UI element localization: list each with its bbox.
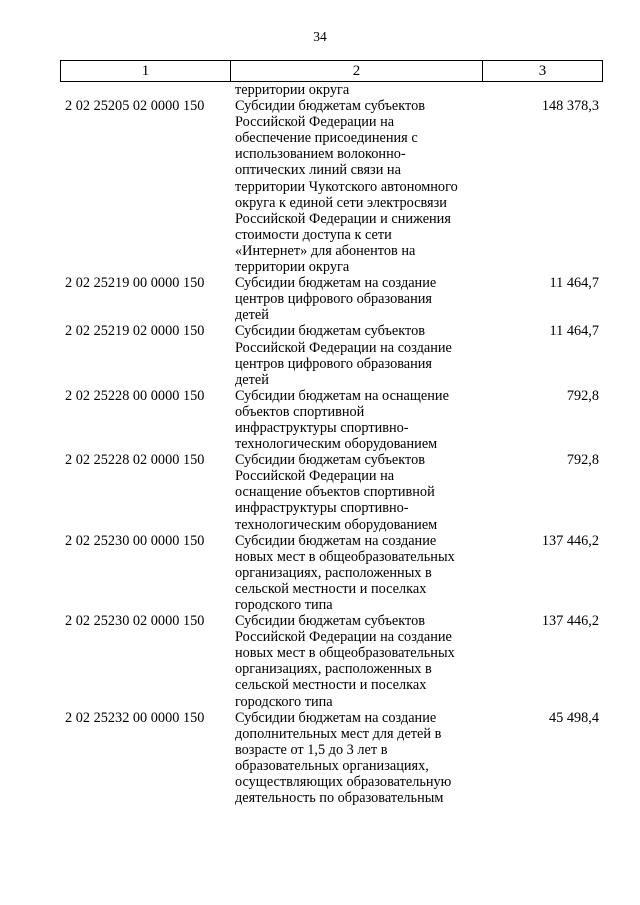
description-line: технологическим оборудованием [235, 436, 438, 453]
description-line: Российской Федерации на создание [235, 339, 452, 356]
row-amount: 11 464,7 [549, 275, 599, 292]
description-line: территории Чукотского автономного [235, 178, 458, 195]
description-line: Субсидии бюджетам на создание [235, 709, 437, 726]
header-row [61, 61, 603, 82]
description-line: Субсидии бюджетам на создание [235, 532, 437, 549]
description-line: образовательных организациях, [235, 757, 429, 774]
table-header [60, 60, 603, 82]
row-amount: 792,8 [566, 387, 599, 404]
row-code: 2 02 25232 00 0000 150 [65, 709, 205, 726]
table-row [60, 452, 602, 532]
description-line: Субсидии бюджетам субъектов [235, 323, 425, 340]
table-row [60, 323, 602, 387]
row-description [230, 388, 482, 452]
description-line: технологическим оборудованием [235, 516, 438, 533]
row-description [230, 98, 482, 275]
row-description [230, 275, 482, 323]
description-line: Российской Федерации и снижения [235, 210, 451, 227]
description-line: городского типа [235, 597, 333, 613]
description-line: объектов спортивной [235, 403, 365, 420]
row-code: 2 02 25230 00 0000 150 [65, 532, 205, 549]
description-line: Субсидии бюджетам субъектов [235, 452, 425, 469]
row-code: 2 02 25228 02 0000 150 [65, 452, 205, 469]
description-line: осуществляющих образовательную [235, 774, 452, 791]
description-line: Субсидии бюджетам субъектов [235, 613, 425, 630]
row-code: 2 02 25219 00 0000 150 [65, 275, 205, 292]
description-line: возрасте от 1,5 до 3 лет в [235, 741, 388, 758]
continuation-text: территории округа [235, 82, 350, 98]
table-row [60, 710, 602, 807]
table-row [60, 613, 602, 710]
description-line: организациях, расположенных в [235, 564, 432, 581]
row-code: 2 02 25205 02 0000 150 [65, 98, 205, 115]
description-line: Субсидии бюджетам на создание [235, 275, 437, 292]
table-row [60, 98, 602, 275]
row-description [230, 533, 482, 613]
row-code: 2 02 25228 00 0000 150 [65, 387, 205, 404]
table-row [60, 533, 602, 613]
row-amount: 45 498,4 [548, 709, 599, 726]
description-line: сельской местности и поселках [235, 580, 427, 597]
description-line: округа к единой сети электросвязи [235, 194, 447, 211]
description-line: центров цифрового образования [235, 291, 433, 308]
description-line: «Интернет» для абонентов на [235, 242, 416, 259]
row-description [230, 323, 482, 387]
column-header-2: 2 [231, 61, 483, 82]
row-amount: 148 378,3 [541, 98, 599, 115]
row-description [230, 710, 482, 807]
description-line: территории округа [235, 259, 350, 276]
description-line: детей [235, 371, 269, 388]
description-line: детей [235, 307, 269, 324]
budget-table [60, 82, 602, 806]
description-line: Субсидии бюджетам субъектов [235, 98, 425, 115]
description-line: Российской Федерации на [235, 468, 395, 485]
description-line: новых мест в общеобразовательных [235, 548, 455, 565]
continuation-row [60, 82, 602, 98]
table-row [60, 388, 602, 452]
row-amount: 792,8 [566, 452, 599, 469]
description-line: Субсидии бюджетам на оснащение [235, 387, 449, 404]
table-row [60, 275, 602, 323]
description-line: организациях, расположенных в [235, 661, 432, 678]
description-line: дополнительных мест для детей в [235, 725, 442, 742]
column-header-1: 1 [61, 61, 231, 82]
description-line: новых мест в общеобразовательных [235, 645, 455, 662]
table-body [60, 82, 602, 806]
description-line: стоимости доступа к сети [235, 226, 392, 243]
row-code: 2 02 25230 02 0000 150 [65, 613, 205, 630]
row-amount: 137 446,2 [541, 613, 599, 630]
description-line: Российской Федерации на создание [235, 629, 452, 646]
description-line: городского типа [235, 693, 333, 710]
description-line: инфраструктуры спортивно- [235, 419, 409, 436]
page-number: 34 [313, 29, 327, 44]
description-line: использованием волоконно- [235, 146, 406, 163]
description-line: оснащение объектов спортивной [235, 484, 435, 501]
description-line: обеспечение присоединения с [235, 130, 418, 147]
description-line: центров цифрового образования [235, 355, 433, 372]
row-amount: 137 446,2 [541, 532, 599, 549]
description-line: Российской Федерации на [235, 114, 395, 131]
row-amount: 11 464,7 [549, 323, 599, 340]
column-header-3: 3 [483, 61, 603, 82]
row-description [230, 452, 482, 532]
description-line: сельской местности и поселках [235, 677, 427, 694]
row-code: 2 02 25219 02 0000 150 [65, 323, 205, 340]
description-line: оптических линий связи на [235, 162, 401, 179]
row-description [230, 613, 482, 710]
description-line: инфраструктуры спортивно- [235, 500, 409, 517]
description-line: деятельность по образовательным [235, 790, 444, 807]
